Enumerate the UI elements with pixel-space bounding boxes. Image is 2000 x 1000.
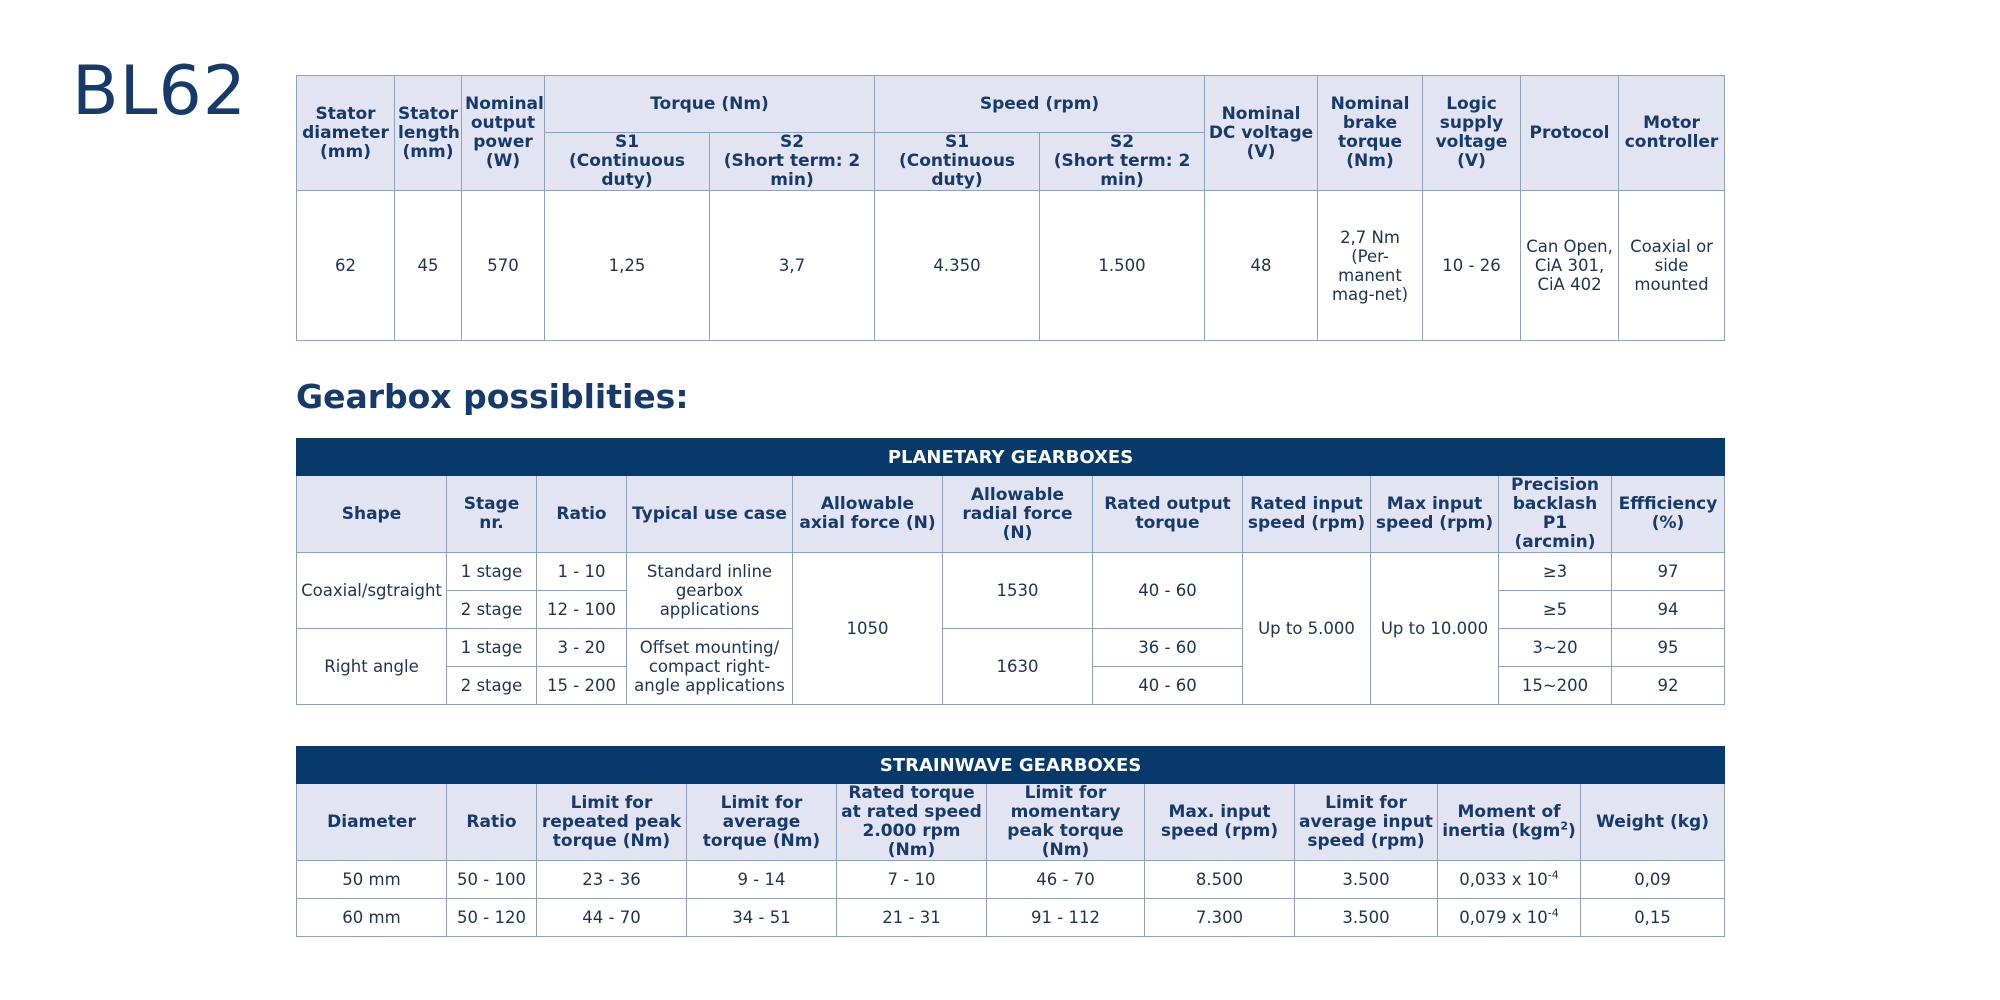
header-repeated-peak: Limit for repeated peak torque (Nm) [537,784,687,861]
s1-sub-label: (Continuous duty) [568,151,686,190]
output-torque-cell: 40 - 60 [1093,553,1243,629]
header-speed: Speed (rpm) [875,76,1205,133]
rated-torque-cell: 21 - 31 [837,899,987,937]
backlash-cell: 15~200 [1499,667,1612,705]
strainwave-gearbox-table [296,746,1725,937]
diameter-cell: 60 mm [297,899,447,937]
table-row [297,861,1725,899]
axial-force-cell: 1050 [793,553,943,705]
header-average-input-speed: Limit for average input speed (rpm) [1295,784,1438,861]
table-row [297,899,1725,937]
header-motor-controller: Motor controller [1619,76,1725,191]
value-brake-torque: 2,7 Nm (Per-manent mag-net) [1318,191,1423,341]
backlash-cell: ≥3 [1499,553,1612,591]
value-stator-diameter: 62 [297,191,395,341]
s2-sub-label: (Short term: 2 min) [1053,151,1191,190]
header-output-torque: Rated output torque [1093,476,1243,553]
ratio-cell: 50 - 120 [447,899,537,937]
value-torque-s2: 3,7 [710,191,875,341]
header-efficiency: Effficiency (%) [1612,476,1725,553]
header-axial-force: Allowable axial force (N) [793,476,943,553]
radial-force-cell: 1530 [943,553,1093,629]
value-protocol: Can Open, CiA 301, CiA 402 [1521,191,1619,341]
value-nominal-power: 570 [462,191,545,341]
backlash-cell: 3~20 [1499,629,1612,667]
header-backlash: Precision backlash P1 (arcmin) [1499,476,1612,553]
diameter-cell: 50 mm [297,861,447,899]
header-speed-s1 [875,133,1040,191]
momentary-peak-cell: 46 - 70 [987,861,1145,899]
header-use-case: Typical use case [627,476,793,553]
table-row [297,553,1725,591]
stage-cell: 2 stage [447,591,537,629]
efficiency-cell: 95 [1612,629,1725,667]
value-stator-length: 45 [395,191,462,341]
shape-cell: Coaxial/sgtraight [297,553,447,629]
header-shape: Shape [297,476,447,553]
ratio-cell: 12 - 100 [537,591,627,629]
header-rated-torque: Rated torque at rated speed 2.000 rpm (Nm) [837,784,987,861]
value-nominal-dc: 48 [1205,191,1318,341]
ratio-cell: 50 - 100 [447,861,537,899]
planetary-gearbox-table [296,438,1725,705]
efficiency-cell: 97 [1612,553,1725,591]
ratio-cell: 1 - 10 [537,553,627,591]
motor-spec-table [296,75,1725,341]
average-torque-cell: 9 - 14 [687,861,837,899]
strainwave-title: STRAINWAVE GEARBOXES [297,747,1725,784]
header-torque-s1 [545,133,710,191]
header-nominal-power: Nominal output power (W) [462,76,545,191]
inertia-exponent: -4 [1547,906,1559,920]
value-speed-s1: 4.350 [875,191,1040,341]
ratio-cell: 3 - 20 [537,629,627,667]
inertia-exponent: -4 [1547,868,1559,882]
inertia-value: 0,079 x 10 [1459,908,1548,927]
stage-cell: 1 stage [447,629,537,667]
value-motor-controller: Coaxial or side mounted [1619,191,1725,341]
use-case-cell: Standard inline gearbox applications [627,553,793,629]
inertia-label-end: ) [1568,821,1576,841]
use-case-cell: Offset mounting/ compact right-angle applications [627,629,793,705]
rated-input-speed-cell: Up to 5.000 [1243,553,1371,705]
inertia-unit-exponent: 2 [1560,819,1569,833]
header-stator-length: Stator length (mm) [395,76,462,191]
header-protocol: Protocol [1521,76,1619,191]
inertia-label: Moment of inertia (kgm [1442,802,1561,841]
average-input-speed-cell: 3.500 [1295,899,1438,937]
header-ratio: Ratio [537,476,627,553]
weight-cell: 0,15 [1581,899,1725,937]
repeated-peak-cell: 44 - 70 [537,899,687,937]
table-row [297,629,1725,667]
s2-label: S2 [1109,132,1135,152]
header-stage: Stage nr. [447,476,537,553]
max-input-speed-cell: 8.500 [1145,861,1295,899]
inertia-cell [1438,899,1581,937]
s2-label: S2 [779,132,805,152]
s2-sub-label: (Short term: 2 min) [723,151,861,190]
stage-cell: 2 stage [447,667,537,705]
s1-label: S1 [614,132,640,152]
header-torque: Torque (Nm) [545,76,875,133]
weight-cell: 0,09 [1581,861,1725,899]
backlash-cell: ≥5 [1499,591,1612,629]
header-max-input-speed: Max input speed (rpm) [1371,476,1499,553]
s1-label: S1 [944,132,970,152]
header-ratio: Ratio [447,784,537,861]
page-title: BL62 [72,52,248,131]
gearbox-heading: Gearbox possiblities: [296,377,689,416]
repeated-peak-cell: 23 - 36 [537,861,687,899]
header-brake-torque: Nominal brake torque (Nm) [1318,76,1423,191]
stage-cell: 1 stage [447,553,537,591]
header-weight: Weight (kg) [1581,784,1725,861]
max-input-speed-cell: Up to 10.000 [1371,553,1499,705]
header-rated-input-speed: Rated input speed (rpm) [1243,476,1371,553]
header-radial-force: Allowable radial force (N) [943,476,1093,553]
average-torque-cell: 34 - 51 [687,899,837,937]
header-diameter: Diameter [297,784,447,861]
header-average-torque: Limit for average torque (Nm) [687,784,837,861]
inertia-value: 0,033 x 10 [1459,870,1548,889]
radial-force-cell: 1630 [943,629,1093,705]
output-torque-cell: 36 - 60 [1093,629,1243,667]
header-stator-diameter: Stator diameter (mm) [297,76,395,191]
ratio-cell: 15 - 200 [537,667,627,705]
header-momentary-peak: Limit for momentary peak torque (Nm) [987,784,1145,861]
header-torque-s2 [710,133,875,191]
efficiency-cell: 94 [1612,591,1725,629]
header-logic-voltage: Logic supply voltage (V) [1423,76,1521,191]
header-inertia [1438,784,1581,861]
inertia-cell [1438,861,1581,899]
s1-sub-label: (Continuous duty) [898,151,1016,190]
planetary-title: PLANETARY GEARBOXES [297,439,1725,476]
efficiency-cell: 92 [1612,667,1725,705]
average-input-speed-cell: 3.500 [1295,861,1438,899]
value-speed-s2: 1.500 [1040,191,1205,341]
shape-cell: Right angle [297,629,447,705]
value-torque-s1: 1,25 [545,191,710,341]
header-speed-s2 [1040,133,1205,191]
rated-torque-cell: 7 - 10 [837,861,987,899]
max-input-speed-cell: 7.300 [1145,899,1295,937]
header-max-input-speed: Max. input speed (rpm) [1145,784,1295,861]
header-nominal-dc: Nominal DC voltage (V) [1205,76,1318,191]
value-logic-voltage: 10 - 26 [1423,191,1521,341]
momentary-peak-cell: 91 - 112 [987,899,1145,937]
output-torque-cell: 40 - 60 [1093,667,1243,705]
